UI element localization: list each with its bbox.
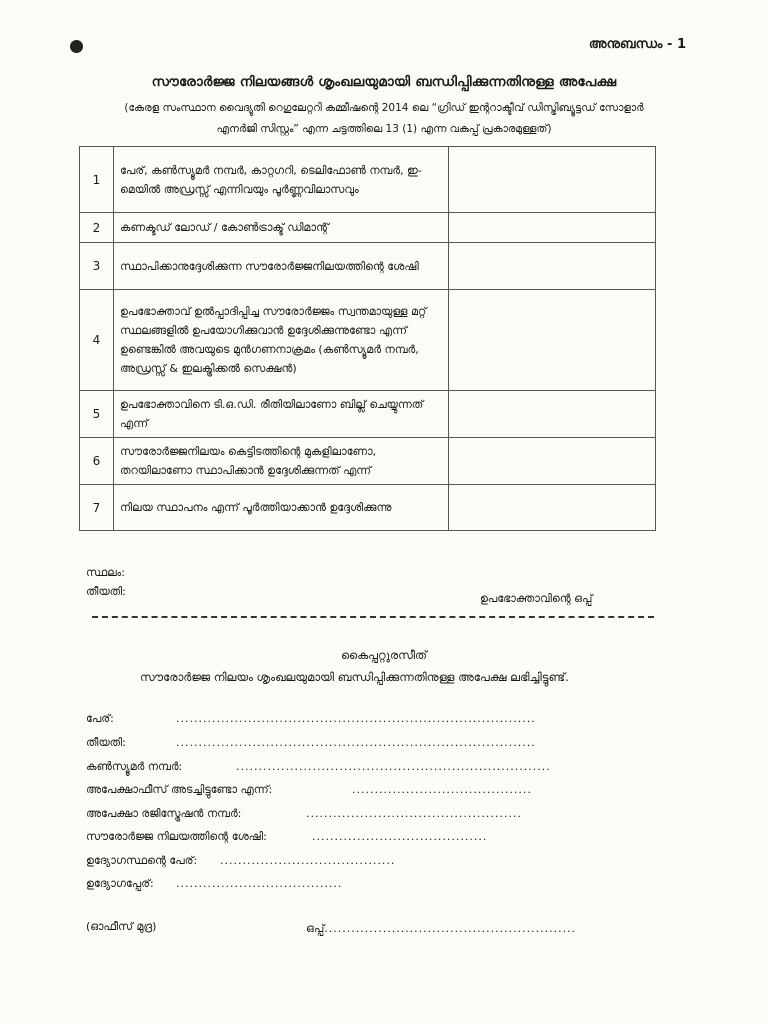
form-title: സൗരോർജ്ജ നിലയങ്ങൾ ശൃംഖലയുമായി ബന്ധിപ്പിക്കുന്നതിനുള്ള അപേക്ഷ	[151, 74, 617, 90]
row-description: ഉപഭോക്താവിനെ ടി.ഒ.ഡി. രീതിയിലാണോ ബില്ല് ചെയ്യുന്നത് എന്ന്	[114, 391, 449, 438]
row-number: 5	[80, 391, 114, 438]
receipt-field-date-line[interactable]: ................................................................................	[176, 736, 536, 749]
consumer-signature-label: ഉപഭോക്താവിന്റെ ഒപ്പ്	[480, 592, 593, 605]
receipt-field-officer-name-label: ഉദ്യോഗസ്ഥന്റെ പേര്:	[86, 854, 198, 867]
answer-cell[interactable]	[449, 147, 656, 213]
subtitle-line-2: എനർജി സിസ്റ്റം” എന്ന ചട്ടത്തിലെ 13 (1) എന്ന വകുപ്പ് പ്രകാരമുള്ളത്)	[216, 123, 552, 135]
receipt-field-officer-name-line[interactable]: .......................................	[220, 854, 396, 867]
receipt-field-capacity-label: സൗരോർജ്ജ നിലയത്തിന്റെ ശേഷി:	[86, 830, 267, 843]
form-subtitle	[100, 98, 668, 140]
office-seal-label: (ഓഫീസ് മുദ്ര)	[86, 920, 157, 933]
receipt-field-fee-label: അപേക്ഷാഫീസ് അടച്ചിട്ടുണ്ടോ എന്ന്:	[86, 783, 273, 796]
receipt-field-designation-line[interactable]: .....................................	[176, 877, 343, 890]
table-row	[80, 485, 656, 531]
row-description: നിലയ സ്ഥാപനം എന്ന് പൂർത്തിയാക്കാൻ ഉദ്ദേശിക്കുന്നു	[114, 485, 449, 531]
answer-cell[interactable]	[449, 438, 656, 485]
receipt-field-consumer-number-label: കൺസ്യൂമർ നമ്പർ:	[86, 760, 183, 773]
row-description: സ്ഥാപിക്കാനുദ്ദേശിക്കുന്ന സൗരോർജ്ജനിലയത്തിന്റെ ശേഷി	[114, 243, 449, 290]
receipt-field-consumer-number-line[interactable]: ......................................................................	[236, 760, 551, 773]
date-label: തീയതി:	[86, 585, 126, 598]
row-number: 4	[80, 290, 114, 391]
answer-cell[interactable]	[449, 213, 656, 243]
row-number: 7	[80, 485, 114, 531]
signature-label: ഒപ്പ്	[306, 922, 325, 935]
row-description: സൗരോർജ്ജനിലയം കെട്ടിടത്തിന്റെ മുകളിലാണോ, തറയിലാണോ സ്ഥാപിക്കാൻ ഉദ്ദേശിക്കുന്നത് എന്ന്	[114, 438, 449, 485]
row-description: കണക്ടഡ് ലോഡ് / കോൺട്രാക്ട് ഡിമാന്റ്	[114, 213, 449, 243]
answer-cell[interactable]	[449, 485, 656, 531]
receipt-field-name-line[interactable]: ................................................................................	[176, 712, 536, 725]
table-row	[80, 438, 656, 485]
receipt-field-designation-label: ഉദ്യോഗപ്പേര്:	[86, 877, 154, 890]
row-number: 3	[80, 243, 114, 290]
receipt-field-date-label: തീയതി:	[86, 736, 126, 749]
receipt-field-registration-label: അപേക്ഷാ രജിസ്ട്രേഷൻ നമ്പർ:	[86, 807, 242, 820]
answer-cell[interactable]	[449, 391, 656, 438]
receipt-field-registration-line[interactable]: ................................................	[306, 807, 522, 820]
application-table	[79, 146, 656, 531]
answer-cell[interactable]	[449, 290, 656, 391]
answer-cell[interactable]	[449, 243, 656, 290]
subtitle-line-1: (കേരള സംസ്ഥാന വൈദ്യുതി റെഗുലേറ്ററി കമ്മീഷന്റെ 2014 ലെ “ഗ്രിഡ് ഇന്ററാക്ടീവ് ഡിസ്ട്രിബ്യൂട്ടഡ് സോളാർ	[124, 102, 644, 114]
receipt-field-name-label: പേര്:	[86, 712, 114, 725]
annex-label: അനുബന്ധം - 1	[588, 37, 686, 52]
receipt-title: കൈപ്പറ്റുരസീത്	[341, 648, 427, 662]
row-description: ഉപഭോക്താവ് ഉൽപ്പാദിപ്പിച്ച സൗരോർജ്ജം സ്വന്തമായുള്ള മറ്റ് സ്ഥലങ്ങളിൽ ഉപയോഗിക്കുവാൻ ഉദ്ദേശിക്കുന്നുണ്ടോ എന്ന് ഉണ്ടെങ്കിൽ അവയുടെ മുൻഗണനാക്രമം (കൺസ്യൂമർ നമ്പർ, അഡ്രസ്സ് & ഇലക്ട്രിക്കൽ സെക്ഷൻ)	[114, 290, 449, 391]
table-row	[80, 290, 656, 391]
receipt-field-fee-line[interactable]: ........................................	[352, 783, 532, 796]
officer-signature	[306, 922, 576, 936]
cut-line	[92, 616, 654, 618]
table-row	[80, 213, 656, 243]
receipt-subtitle: സൗരോർജ്ജ നിലയം ശൃംഖലയുമായി ബന്ധിപ്പിക്കുന്നതിനുള്ള അപേക്ഷ ലഭിച്ചിട്ടുണ്ട്.	[140, 670, 569, 684]
row-number: 2	[80, 213, 114, 243]
table-row	[80, 391, 656, 438]
row-description: പേര്, കൺസ്യൂമർ നമ്പർ, കാറ്റഗറി, ടെലിഫോൺ നമ്പർ, ഇ-മെയിൽ അഡ്രസ്സ് എന്നിവയും പൂർണ്ണവിലാസവും	[114, 147, 449, 213]
row-number: 1	[80, 147, 114, 213]
place-label: സ്ഥലം:	[86, 566, 125, 579]
receipt-field-capacity-line[interactable]: .......................................	[312, 830, 488, 843]
table-row	[80, 243, 656, 290]
punch-hole	[70, 40, 83, 53]
signature-line[interactable]: ........................................................	[324, 922, 577, 935]
table-row	[80, 147, 656, 213]
row-number: 6	[80, 438, 114, 485]
